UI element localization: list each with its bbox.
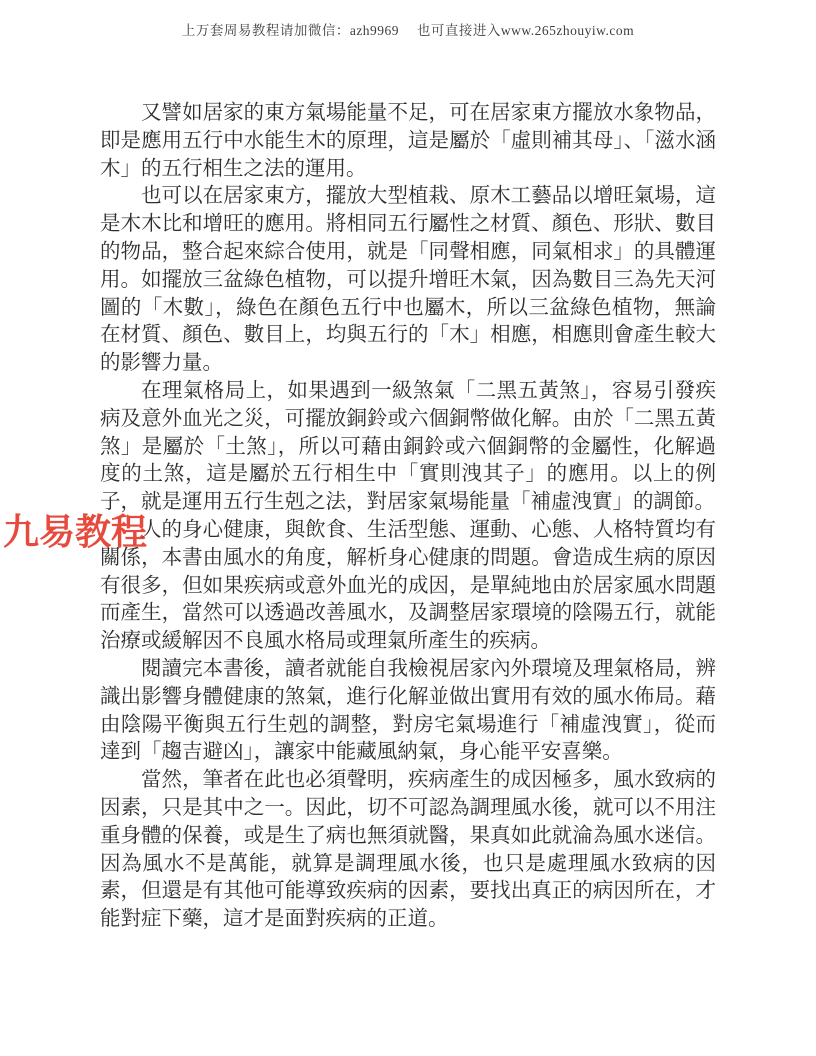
paragraph-6: 當然，筆者在此也必須聲明，疾病產生的成因極多，風水致病的因素，只是其中之一。因此，切不可認為調理風水後，就可以不用注重身體的保養，或是生了病也無須就醫，果真如此就淪為風水迷信。因為風水不是萬能，就算是調理風水後，也只是處理風水致病的因素，但還是有其他可能導致疾病的因素，要找出真正的病因所在，才能對症下藥，這才是面對疾病的正道。 [100, 769, 716, 931]
paragraph-4: 人的身心健康，與飲食、生活型態、運動、心態、人格特質均有關係，本書由風水的角度，解析身心健康的問題。會造成生病的原因有很多，但如果疾病或意外血光的成因，是單純地由於居家風水問題而產生，當然可以透過改善風水，及調整居家環境的陰陽五行，就能治療或緩解因不良風水格局或理氣所產生的疾病。 [100, 518, 716, 653]
page-body-text [100, 100, 716, 934]
paragraph-1: 又譬如居家的東方氣場能量不足，可在居家東方擺放水象物品，即是應用五行中水能生木的原理，這是屬於「虛則補其母」、「滋水涵木」的五行相生之法的運用。 [100, 102, 716, 180]
header-ad-note: 上万套周易教程请加微信：azh9969 也可直接进入www.265zhouyiw.com [181, 23, 635, 38]
paragraph-3: 在理氣格局上，如果遇到一級煞氣「二黑五黃煞」，容易引發疾病及意外血光之災，可擺放銅鈴或六個銅幣做化解。由於「二黑五黃煞」是屬於「土煞」，所以可藉由銅鈴或六個銅幣的金屬性，化解過度的土煞，這是屬於五行相生中「實則洩其子」的應用。以上的例子，就是運用五行生剋之法，對居家氣場能量「補虛洩實」的調節。 [100, 379, 716, 514]
paragraph-2: 也可以在居家東方，擺放大型植栽、原木工藝品以增旺氣場，這是木木比和增旺的應用。將相同五行屬性之材質、顏色、形狀、數目的物品，整合起來綜合使用，就是「同聲相應，同氣相求」的具體運用。如擺放三盆綠色植物，可以提升增旺木氣，因為數目三為先天河圖的「木數」，綠色在顏色五行中也屬木，所以三盆綠色植物，無論在材質、顏色、數目上，均與五行的「木」相應，相應則會產生較大的影響力量。 [100, 185, 716, 375]
watermark-jiuyi-jiaocheng: 九易教程 [3, 511, 148, 552]
paragraph-5: 閱讀完本書後，讀者就能自我檢視居家內外環境及理氣格局，辨識出影響身體健康的煞氣，進行化解並做出實用有效的風水佈局。藉由陰陽平衡與五行生剋的調整，對房宅氣場進行「補虛洩實」，從而達到「趨吉避凶」，讓家中能藏風納氣，身心能平安喜樂。 [100, 657, 716, 764]
